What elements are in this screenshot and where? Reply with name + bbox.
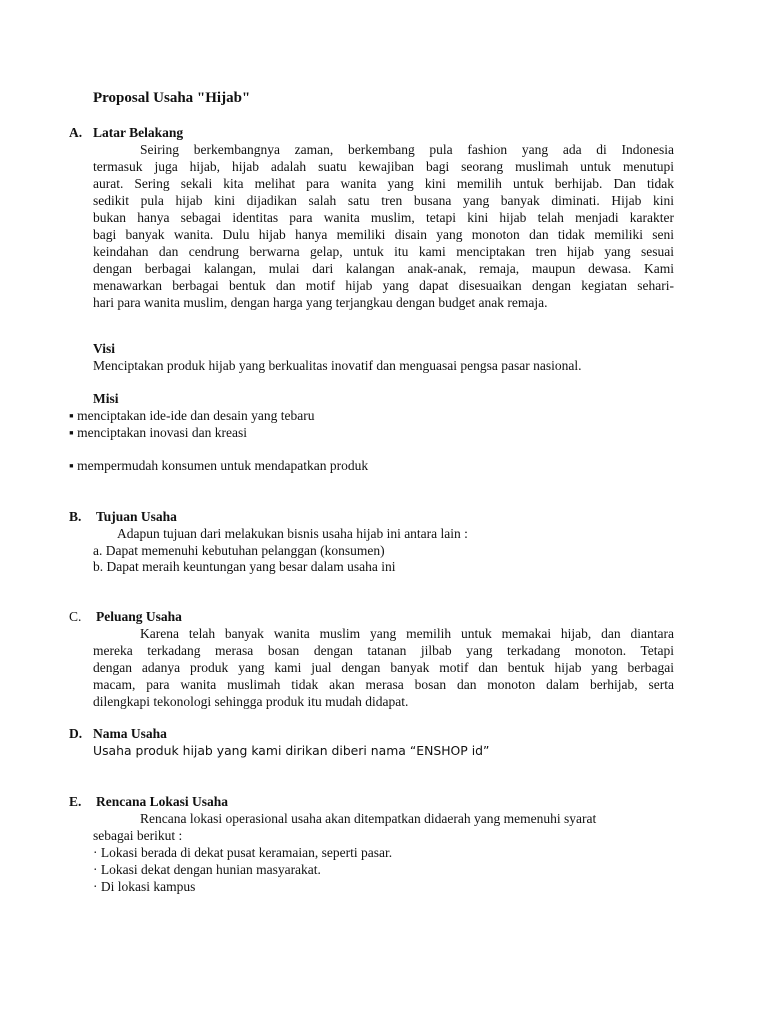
list-item: b. Dapat meraih keuntungan yang besar dalam usaha ini xyxy=(93,559,396,574)
paragraph-line: menawarkan berbagai bentuk dan motif hijab yang dapat disesuaikan dengan kegiatan sehari- xyxy=(93,278,674,293)
paragraph-line: Seiring berkembangnya zaman, berkembang pula fashion yang ada di Indonesia xyxy=(140,142,674,157)
section-b-intro: Adapun tujuan dari melakukan bisnis usaha hijab ini antara lain : xyxy=(117,526,468,541)
visi-text: Menciptakan produk hijab yang berkualitas inovatif dan menguasai pengsa pasar nasional. xyxy=(93,358,582,373)
paragraph-line: sedikit pula hijab kini dijadikan salah satu tren busana yang banyak diminati. Hijab kini xyxy=(93,193,674,208)
paragraph-line: macam, para wanita muslimah tidak akan merasa bosan dan monoton dalam berhijab, serta xyxy=(93,677,674,692)
paragraph-line: dengan berbagai kalangan, mulai dari kalangan anak-anak, remaja, maupun dewasa. Kami xyxy=(93,261,674,276)
paragraph-line: aurat. Sering sekali kita melihat para wanita yang kini memilih untuk berhijab. Dan tidak xyxy=(93,176,674,191)
paragraph-line: keindahan dan cendrung berwarna gelap, untuk itu kami menciptakan tren hijab yang sesuai xyxy=(93,244,674,259)
list-item: a. Dapat memenuhi kebutuhan pelanggan (konsumen) xyxy=(93,543,385,558)
misi-item: ▪ menciptakan inovasi dan kreasi xyxy=(69,425,247,440)
paragraph-line: Rencana lokasi operasional usaha akan ditempatkan didaerah yang memenuhi syarat xyxy=(140,811,597,826)
paragraph-line: bukan hanya sebagai identitas para wanita muslim, tetapi kini hijab telah menjadi karakter xyxy=(93,210,674,225)
paragraph-line: sebagai berikut : xyxy=(93,828,183,843)
document-title: Proposal Usaha "Hijab" xyxy=(93,90,251,106)
section-c-letter: C. xyxy=(69,609,82,624)
paragraph-line: Karena telah banyak wanita muslim yang memilih untuk memakai hijab, dan diantara xyxy=(140,626,674,641)
section-a-heading: Latar Belakang xyxy=(93,125,184,140)
section-e-letter: E. xyxy=(69,794,82,809)
list-item: · Lokasi berada di dekat pusat keramaian, seperti pasar. xyxy=(93,845,393,860)
list-item: · Di lokasi kampus xyxy=(93,879,196,894)
misi-heading: Misi xyxy=(93,391,119,406)
business-name-text: Usaha produk hijab yang kami dirikan diberi nama “ENSHOP id” xyxy=(93,743,490,758)
visi-heading: Visi xyxy=(93,341,116,356)
misi-item: ▪ mempermudah konsumen untuk mendapatkan produk xyxy=(69,458,369,473)
paragraph-line: dengan adanya produk yang kami jual dengan banyak motif dan bentuk hijab yang berbagai xyxy=(93,660,674,675)
paragraph-line: hari para wanita muslim, dengan harga yang terjangkau dengan budget anak remaja. xyxy=(93,295,548,310)
paragraph-line: termasuk juga hijab, hijab adalah suatu kewajiban bagi seorang muslimah untuk menutupi xyxy=(93,159,674,174)
paragraph-line: mereka terkadang merasa bosan dengan tatanan jilbab yang terkadang monoton. Tetapi xyxy=(93,643,674,658)
paragraph-line: dilengkapi tekonologi sehingga produk itu mudah didapat. xyxy=(93,694,409,709)
section-c-heading: Peluang Usaha xyxy=(96,609,182,624)
section-a-letter: A. xyxy=(69,125,83,140)
section-b-heading: Tujuan Usaha xyxy=(96,509,177,524)
section-b-letter: B. xyxy=(69,509,82,524)
misi-item: ▪ menciptakan ide-ide dan desain yang tebaru xyxy=(69,408,315,423)
paragraph-line: bagi banyak wanita. Dulu hijab hanya memiliki disain yang monoton dan tidak memiliki seni xyxy=(93,227,674,242)
section-d-letter: D. xyxy=(69,726,83,741)
section-d-heading: Nama Usaha xyxy=(93,726,167,741)
section-e-heading: Rencana Lokasi Usaha xyxy=(96,794,229,809)
list-item: · Lokasi dekat dengan hunian masyarakat. xyxy=(93,862,321,877)
